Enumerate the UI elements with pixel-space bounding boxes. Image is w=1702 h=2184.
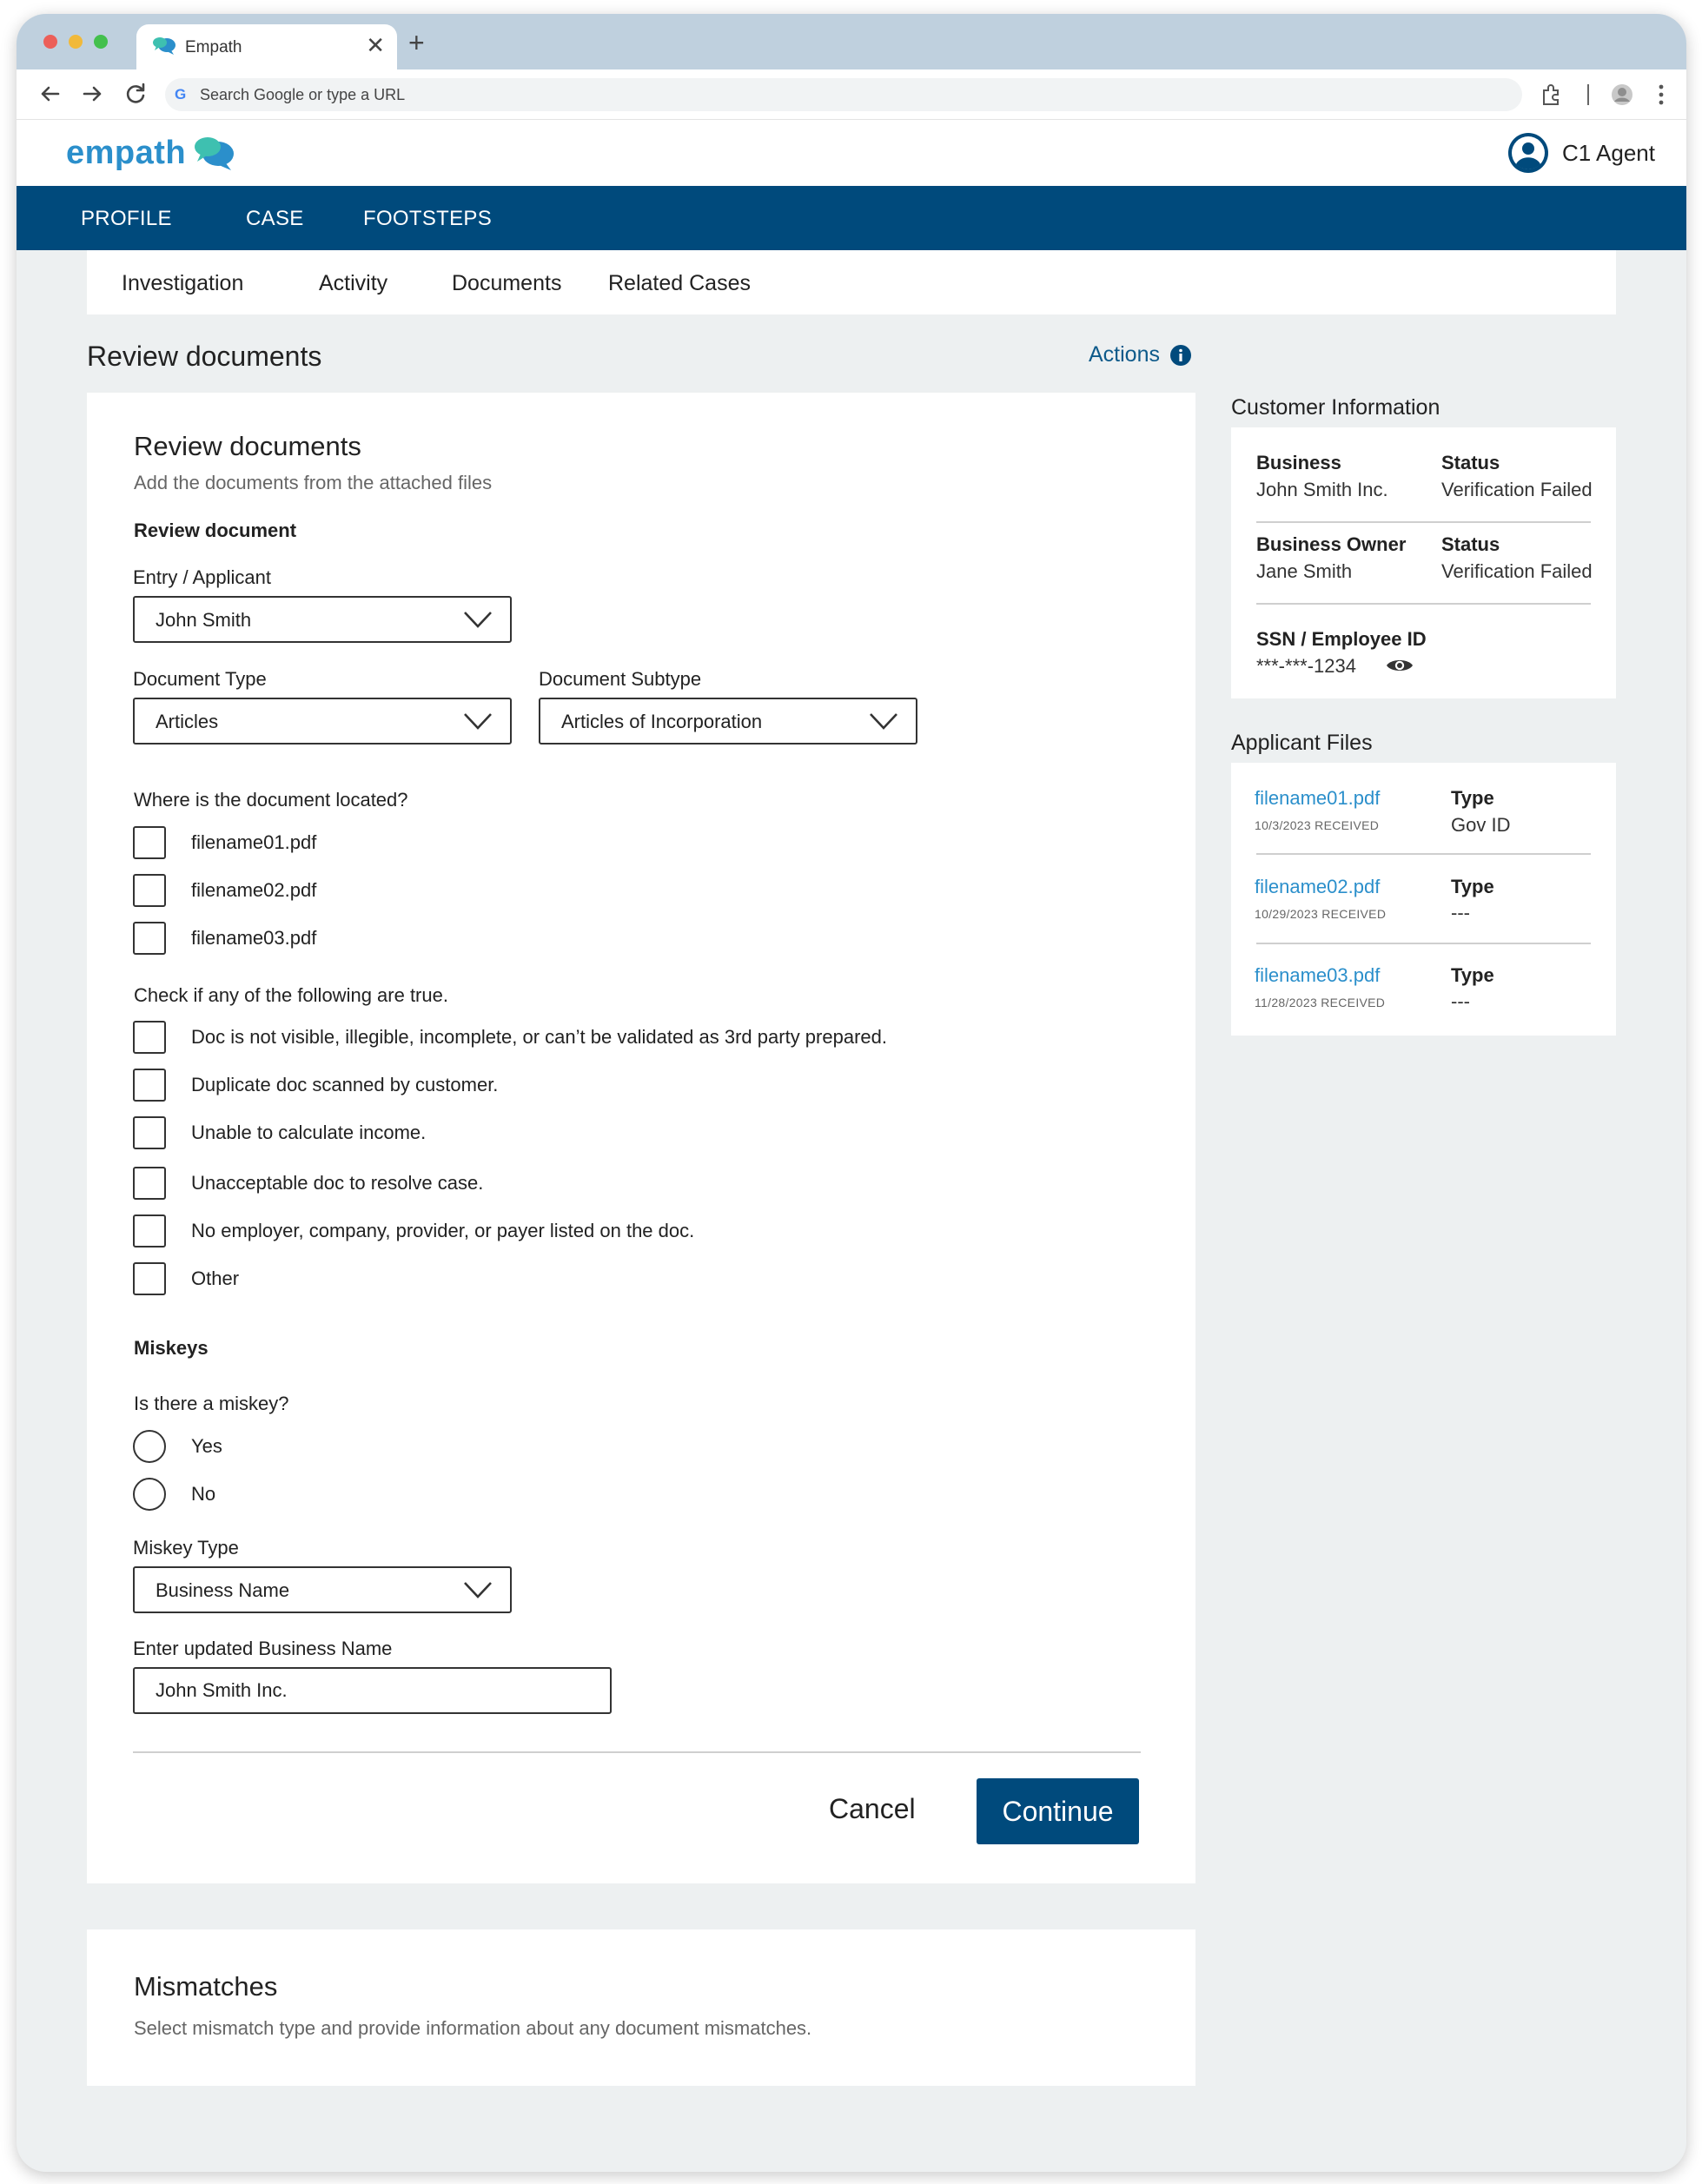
status-label: Status [1441,452,1500,473]
business-label: Business [1256,452,1341,473]
business-owner-value: Jane Smith [1256,560,1353,582]
entry-label: Entry / Applicant [133,566,271,588]
file-date: 10/29/2023 RECEIVED [1255,907,1387,921]
check-option-label: Other [191,1267,240,1289]
check-option[interactable] [133,1068,498,1102]
checkbox[interactable] [133,1021,166,1054]
radio-button[interactable] [133,1430,166,1463]
back-arrow-icon[interactable] [36,80,63,108]
form-subtitle: Add the documents from the attached files [134,472,493,493]
doc-type-select[interactable] [133,698,512,745]
location-option[interactable] [133,921,316,956]
continue-button[interactable]: Continue [977,1778,1139,1844]
mismatches-card [87,1929,1195,2086]
minimize-window-button[interactable] [69,35,83,49]
ssn-value: ***-***-1234 [1256,655,1356,677]
kebab-menu-icon[interactable] [1655,82,1667,108]
mismatches-title: Mismatches [134,1971,278,2002]
check-option-label: Duplicate doc scanned by customer. [191,1074,499,1095]
files-divider [1256,853,1591,855]
browser-toolbar [17,69,1686,120]
miskey-type-label: Miskey Type [133,1537,239,1559]
doc-subtype-label: Document Subtype [539,668,702,690]
checkbox[interactable] [133,1167,166,1200]
doc-subtype-select[interactable] [539,698,917,745]
actions-button[interactable] [1089,342,1191,367]
status-value: Verification Failed [1441,560,1593,582]
tab-related-cases[interactable]: Related Cases [608,271,751,295]
close-window-button[interactable] [43,35,57,49]
miskeys-label: Miskeys [134,1337,209,1359]
checkbox[interactable] [133,1214,166,1248]
check-option-label: No employer, company, provider, or payer listed on the doc. [191,1220,695,1241]
tab-investigation[interactable]: Investigation [122,271,244,295]
customer-info-title: Customer Information [1231,395,1440,420]
miskey-option-no[interactable] [133,1477,215,1512]
miskey-type-value: Business Name [156,1579,290,1601]
status-value: Verification Failed [1441,479,1593,500]
checkbox[interactable] [133,826,166,859]
section-label: Review document [134,520,297,541]
chevron-down-icon [463,1580,493,1599]
checkbox[interactable] [133,1116,166,1149]
close-tab-icon[interactable]: ✕ [366,32,385,58]
file-type-value: --- [1451,902,1470,923]
user-avatar-icon [1508,133,1548,173]
browser-tab[interactable] [136,24,397,69]
review-documents-card [87,393,1195,1883]
files-divider [1256,943,1591,944]
form-title: Review documents [134,431,361,461]
location-option-label: filename02.pdf [191,879,317,901]
applicant-files-title: Applicant Files [1231,731,1373,755]
file-type-label: Type [1451,964,1494,986]
tab-strip [17,14,1686,69]
file-type-value: Gov ID [1451,814,1511,836]
check-option-label: Unable to calculate income. [191,1122,427,1143]
file-type-label: Type [1451,787,1494,809]
mismatches-subtitle: Select mismatch type and provide information about any document mismatches. [134,2017,812,2039]
tab-activity[interactable]: Activity [319,271,388,295]
agent-name: C1 Agent [1562,139,1655,166]
check-option[interactable] [133,1214,694,1248]
check-option-label: Unacceptable doc to resolve case. [191,1172,484,1194]
forward-arrow-icon[interactable] [79,80,107,108]
checkbox[interactable] [133,1262,166,1295]
miskey-option-label: Yes [191,1435,222,1457]
check-option[interactable] [133,1020,887,1055]
nav-case[interactable]: CASE [246,207,304,230]
actions-label: Actions [1089,342,1160,367]
business-name-label: Enter updated Business Name [133,1638,393,1659]
chevron-down-icon [463,711,493,731]
file-type-label: Type [1451,876,1494,897]
applicant-files-card [1231,763,1616,1036]
form-divider [133,1751,1141,1753]
app-header [17,120,1686,186]
doc-type-label: Document Type [133,668,267,690]
extensions-icon[interactable] [1539,82,1565,108]
business-name-input[interactable] [133,1667,612,1714]
file-link[interactable]: filename01.pdf [1255,787,1381,809]
miskey-option-yes[interactable] [133,1429,222,1464]
file-link[interactable]: filename02.pdf [1255,876,1381,897]
customer-info-card [1231,427,1616,698]
location-option[interactable] [133,873,316,908]
empath-chat-icon [191,135,236,171]
doc-subtype-value: Articles of Incorporation [561,711,763,732]
empath-chat-icon [152,36,176,56]
info-icon [1170,345,1191,366]
checks-question: Check if any of the following are true. [134,984,448,1006]
radio-button[interactable] [133,1478,166,1511]
entry-select[interactable] [133,596,512,643]
checkbox[interactable] [133,922,166,955]
business-owner-label: Business Owner [1256,533,1407,555]
entry-value: John Smith [156,609,252,631]
tab-title: Empath [185,38,242,56]
nav-profile[interactable]: PROFILE [81,207,172,230]
ssn-label: SSN / Employee ID [1256,628,1427,650]
file-date: 10/3/2023 RECEIVED [1255,818,1380,832]
info-divider [1256,603,1591,605]
business-value: John Smith Inc. [1256,479,1388,500]
check-option-label: Doc is not visible, illegible, incomplete, or can’t be validated as 3rd party prepared. [191,1026,887,1048]
info-divider [1256,521,1591,523]
nav-footsteps[interactable]: FOOTSTEPS [363,207,493,230]
location-option-label: filename01.pdf [191,831,317,853]
location-question: Where is the document located? [134,789,408,811]
file-link[interactable]: filename03.pdf [1255,964,1381,986]
location-option[interactable] [133,825,316,860]
check-option[interactable] [133,1261,239,1296]
eye-icon[interactable] [1386,657,1414,674]
file-date: 11/28/2023 RECEIVED [1255,996,1386,1009]
main-nav [17,186,1686,250]
miskey-option-label: No [191,1483,216,1505]
doc-type-value: Articles [156,711,219,732]
address-bar[interactable] [165,78,1522,111]
cancel-button[interactable]: Cancel [829,1793,916,1824]
page-title: Review documents [87,341,322,372]
toolbar-separator [1587,84,1589,105]
miskey-type-select[interactable] [133,1566,512,1613]
google-icon: G [175,86,187,103]
checkbox[interactable] [133,1069,166,1102]
empath-logo[interactable] [66,132,236,174]
location-option-label: filename03.pdf [191,927,317,949]
reload-icon[interactable] [122,80,149,108]
agent-menu[interactable] [1508,133,1655,173]
chevron-down-icon [869,711,898,731]
chevron-down-icon [463,610,493,629]
check-option[interactable] [133,1115,426,1150]
maximize-window-button[interactable] [94,35,108,49]
check-option[interactable] [133,1166,483,1201]
logo-text: empath [66,134,187,171]
tab-documents[interactable]: Documents [452,271,562,295]
sub-nav [87,250,1616,314]
address-input[interactable] [200,78,1503,111]
status-label: Status [1441,533,1500,555]
file-type-value: --- [1451,990,1470,1012]
browser-window [17,14,1686,2172]
profile-icon[interactable] [1609,82,1635,108]
new-tab-button[interactable]: + [408,27,425,58]
miskey-question: Is there a miskey? [134,1393,289,1414]
checkbox[interactable] [133,874,166,907]
